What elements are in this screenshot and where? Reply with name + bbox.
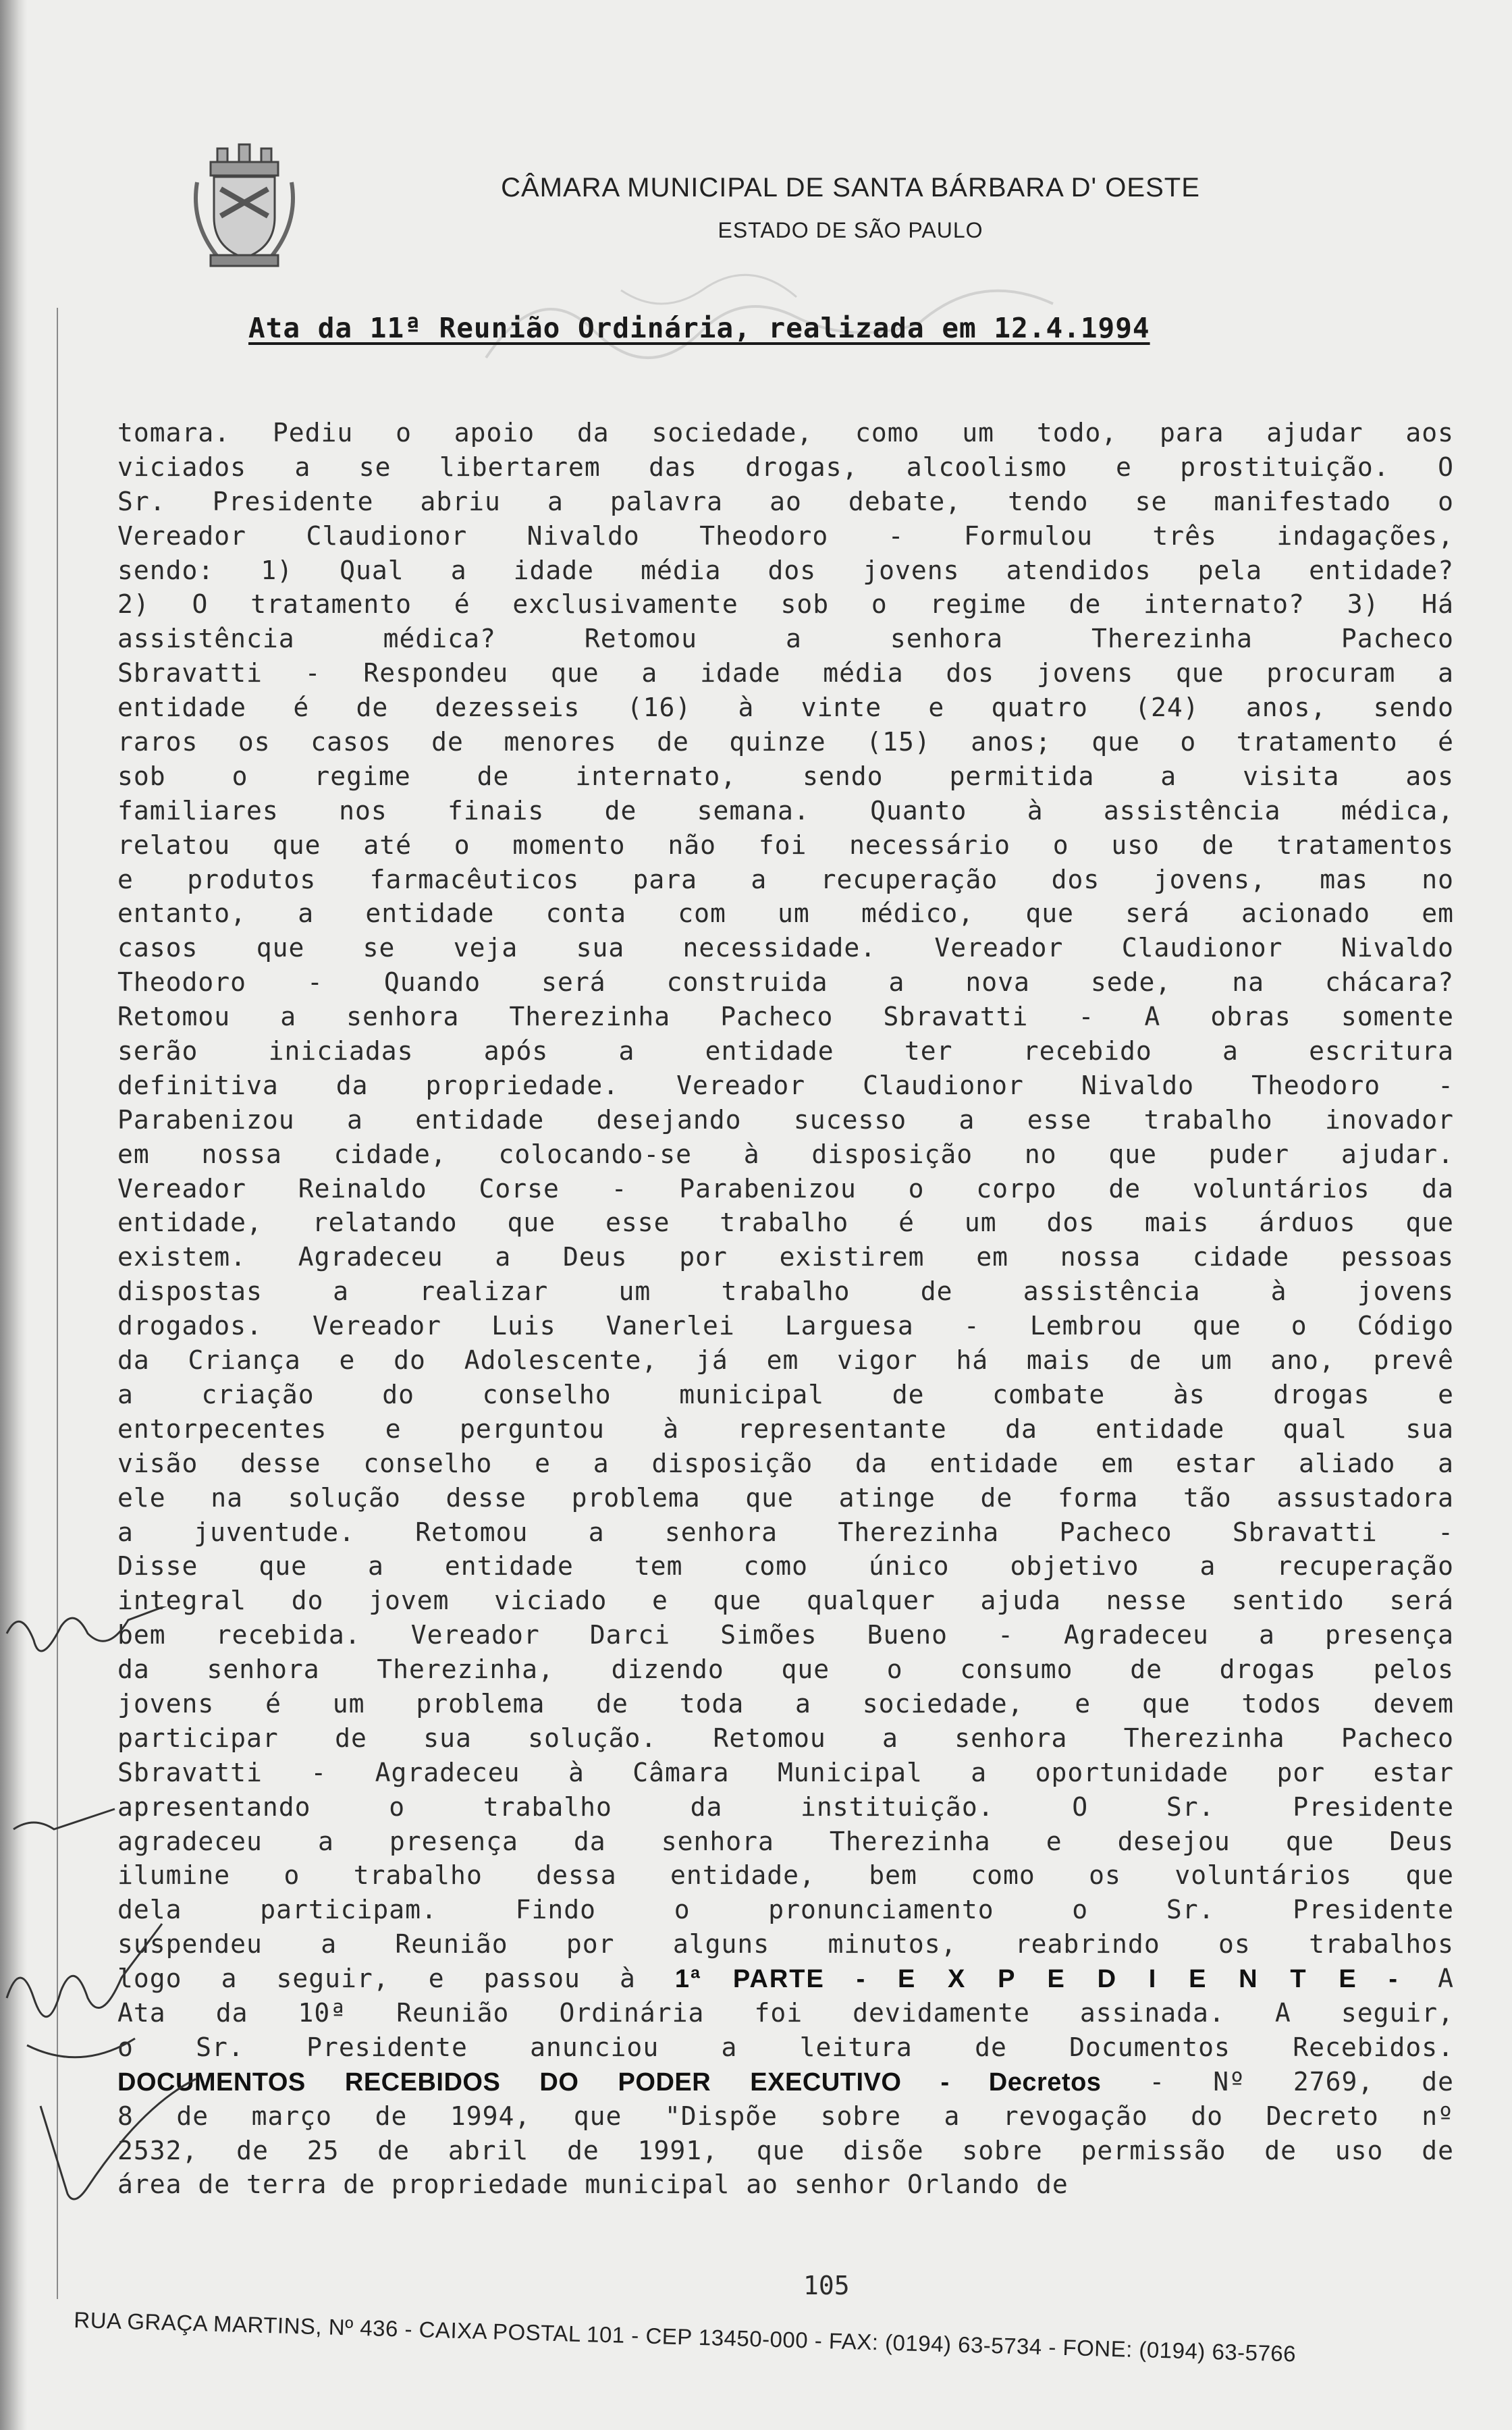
- body-line: Vereador Claudionor Nivaldo Theodoro - Formulou três indagações,: [117, 520, 1454, 551]
- body-line: jovens é um problema de toda a sociedade, e que todos devem: [117, 1688, 1454, 1719]
- body-line: ilumine o trabalho dessa entidade, bem como os voluntários que: [117, 1860, 1454, 1891]
- body-line: Sr. Presidente abriu a palavra ao debate, tendo se manifestado o: [117, 486, 1454, 516]
- body-line: existem. Agradeceu a Deus por existirem em nossa cidade pessoas: [117, 1242, 1454, 1272]
- documents-received-heading: DOCUMENTOS RECEBIDOS DO PODER EXECUTIVO - Decretos: [117, 2068, 1102, 2097]
- body-line: 2532, de 25 de abril de 1991, que disõe sobre permissão de uso de: [117, 2135, 1454, 2165]
- body-line: integral do jovem viciado e que qualquer ajuda nesse sentido será: [117, 1586, 1454, 1616]
- body-line: da Criança e do Adolescente, já em vigor há mais de um ano, prevê: [117, 1345, 1454, 1376]
- body-line: o Sr. Presidente anunciou a leitura de Documentos Recebidos.: [117, 2032, 1454, 2062]
- body-line: área de terra de propriedade municipal ao senhor Orlando de: [117, 2169, 1069, 2200]
- body-line: Disse que a entidade tem como único objetivo a recuperação: [117, 1551, 1454, 1582]
- body-line: da senhora Therezinha, dizendo que o consumo de drogas pelos: [117, 1654, 1454, 1685]
- body-line: raros os casos de menores de quinze (15) anos; que o tratamento é: [117, 727, 1454, 757]
- body-line: bem recebida. Vereador Darci Simões Bueno - Agradeceu a presença: [117, 1620, 1454, 1650]
- body-line: dispostas a realizar um trabalho de assistência à jovens: [117, 1276, 1454, 1307]
- body-line: relatou que até o momento não foi necessário o uso de tratamentos: [117, 830, 1454, 860]
- body-line: Sbravatti - Respondeu que a idade média dos jovens que procuram a: [117, 658, 1454, 688]
- document-body: [117, 416, 1454, 2202]
- body-line: a criação do conselho municipal de combate às drogas e: [117, 1379, 1454, 1409]
- body-line: Vereador Reinaldo Corse - Parabenizou o corpo de voluntários da: [117, 1173, 1454, 1204]
- body-line: agradeceu a presença da senhora Therezinha e desejou que Deus: [117, 1826, 1454, 1856]
- municipal-crest-icon: [184, 135, 305, 270]
- body-line: em nossa cidade, colocando-se à disposição no que puder ajudar.: [117, 1139, 1454, 1169]
- body-line: 8 de março de 1994, que "Dispõe sobre a revogação do Decreto nº: [117, 2101, 1454, 2131]
- body-line: ele na solução desse problema que atinge de forma tão assustadora: [117, 1482, 1454, 1513]
- letterhead-subtitle: ESTADO DE SÃO PAULO: [718, 218, 983, 242]
- body-line: entidade é de dezesseis (16) à vinte e quatro (24) anos, sendo: [117, 693, 1454, 723]
- body-line: Theodoro - Quando será construida a nova sede, na chácara?: [117, 967, 1454, 998]
- body-line: casos que se veja sua necessidade. Vereador Claudionor Nivaldo: [117, 933, 1454, 963]
- body-line: entanto, a entidade conta com um médico, que será acionado em: [117, 898, 1454, 929]
- body-line: suspendeu a Reunião por alguns minutos, reabrindo os trabalhos: [117, 1929, 1454, 1960]
- footer-address: [74, 2307, 1498, 2368]
- body-line: participar de sua solução. Retomou a senhora Therezinha Pacheco: [117, 1723, 1454, 1753]
- body-line: Ata da 10ª Reunião Ordinária foi devidamente assinada. A seguir,: [117, 1997, 1454, 2028]
- page-number: 105: [803, 2271, 850, 2300]
- body-line: serão iniciadas após a entidade ter recebido a escritura: [117, 1036, 1454, 1066]
- body-line: apresentando o trabalho da instituição. O Sr. Presidente: [117, 1791, 1454, 1822]
- body-line: sob o regime de internato, sendo permitida a visita aos: [117, 761, 1454, 791]
- body-line: dela participam. Findo o pronunciamento o Sr. Presidente: [117, 1895, 1454, 1925]
- body-line: visão desse conselho e a disposição da entidade em estar aliado a: [117, 1448, 1454, 1478]
- body-line: viciados a se libertarem das drogas, alcoolismo e prostituição. O: [117, 452, 1454, 482]
- body-line: drogados. Vereador Luis Vanerlei Larguesa - Lembrou que o Código: [117, 1311, 1454, 1341]
- body-line: sendo: 1) Qual a idade média dos jovens atendidos pela entidade?: [117, 555, 1454, 585]
- footer-address-text: RUA GRAÇA MARTINS, Nº 436 - CAIXA POSTAL 101 - CEP 13450-000 - FAX: (0194) 63-5734 - FONE: (0194) 63-5766: [73, 2307, 1297, 2367]
- body-line: Parabenizou a entidade desejando sucesso a esse trabalho inovador: [117, 1104, 1454, 1135]
- body-line-documents: DOCUMENTOS RECEBIDOS DO PODER EXECUTIVO - Decretos - Nº 2769, de: [117, 2066, 1454, 2097]
- body-line: Retomou a senhora Therezinha Pacheco Sbravatti - A obras somente: [117, 1002, 1454, 1032]
- body-line-expediente: logo a seguir, e passou à 1ª PARTE - E X P E D I E N T E - A: [117, 1964, 1455, 1994]
- letterhead-title: CÂMARA MUNICIPAL DE SANTA BÁRBARA D' OESTE: [501, 173, 1200, 202]
- document-title: Ata da 11ª Reunião Ordinária, realizada em 12.4.1994: [248, 312, 1150, 344]
- body-line: tomara. Pediu o apoio da sociedade, como um todo, para ajudar aos: [117, 418, 1454, 448]
- body-line: a juventude. Retomou a senhora Therezinha Pacheco Sbravatti -: [117, 1517, 1454, 1547]
- body-line: familiares nos finais de semana. Quanto à assistência médica,: [117, 795, 1454, 826]
- body-line: 2) O tratamento é exclusivamente sob o regime de internato? 3) Há: [117, 589, 1454, 620]
- body-line: definitiva da propriedade. Vereador Claudionor Nivaldo Theodoro -: [117, 1070, 1454, 1100]
- margin-signatures-icon: [0, 1606, 284, 2214]
- body-line: Sbravatti - Agradeceu à Câmara Municipal a oportunidade por estar: [117, 1757, 1454, 1787]
- body-line: e produtos farmacêuticos para a recuperação dos jovens, mas no: [117, 864, 1454, 894]
- body-line: assistência médica? Retomou a senhora Therezinha Pacheco: [117, 624, 1454, 654]
- body-line: entorpecentes e perguntou à representante da entidade qual sua: [117, 1413, 1454, 1444]
- expediente-heading: 1ª PARTE - E X P E D I E N T E -: [674, 1965, 1399, 1994]
- body-line: entidade, relatando que esse trabalho é um dos mais árduos que: [117, 1208, 1454, 1238]
